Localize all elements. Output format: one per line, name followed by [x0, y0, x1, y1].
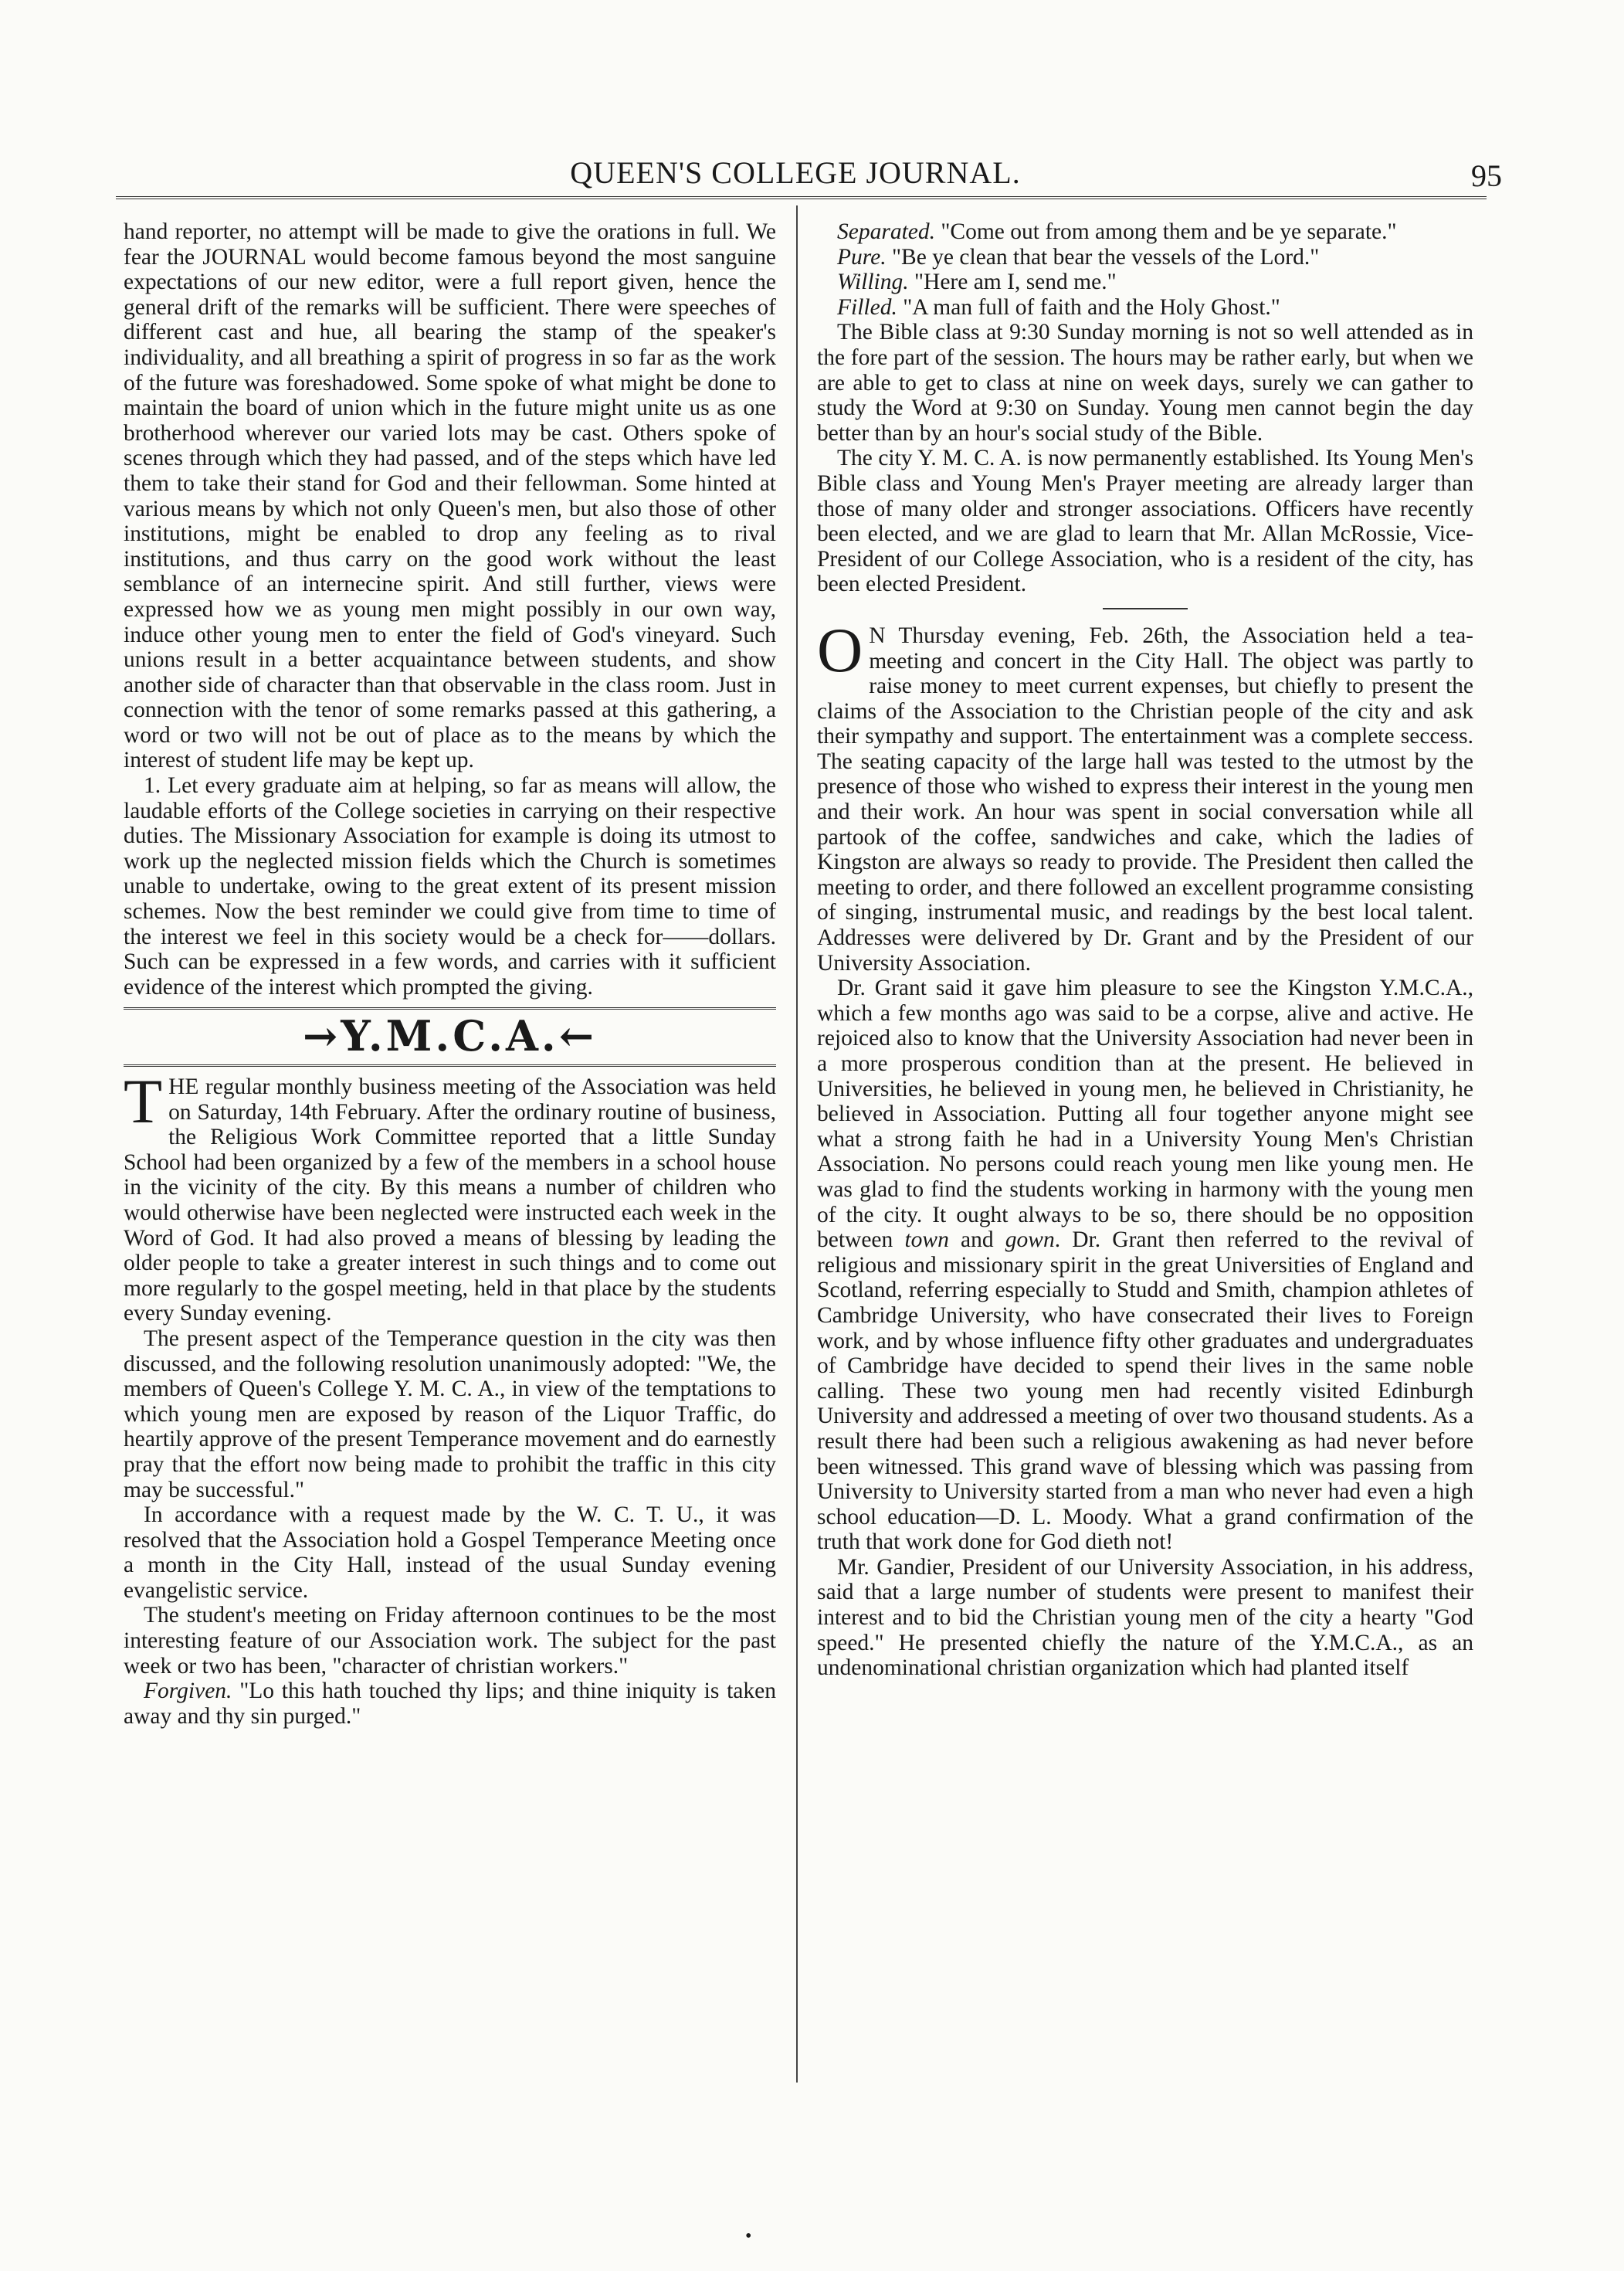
virtue-line: [817, 245, 1473, 270]
short-rule: [1103, 608, 1188, 609]
section-rule: [124, 1064, 776, 1067]
left-column: [124, 219, 776, 1729]
virtue-text: "Here am I, send me.": [908, 270, 1117, 295]
virtue-line: [817, 295, 1473, 321]
paragraph: In accordance with a request made by the W. C. T. U., it was resolved that the Association hold a Gospel Temperance Meeting once a month in the City Hall, instead of the usual Sunday evening evangelistic service.: [124, 1502, 776, 1603]
paragraph: The city Y. M. C. A. is now permanently established. Its Young Men's Bible class and Young Men's Prayer meeting are already larger than those of many older and stronger associations. Officers have recently been elected, and we are glad to learn that Mr. Allan McRossie, Vice-President of our College Association, who is a resident of the city, has been elected President.: [817, 446, 1473, 597]
page-number: 95: [1471, 158, 1502, 193]
virtue-line: [817, 219, 1473, 245]
paragraph-text: HE regular monthly business meeting of the Association was held on Saturday, 14th February. After the ordinary routine of business, the Religious Work Committee reported that a little Sunday School had been organized by a few of the members in a school house in the vicinity of the city. By this means a number of children who would otherwise have been neglected were instructed each week in the Word of God. It had also proved a means of blessing by leading the older people to take a greater interest in such things and to come out more regularly to the gospel meeting, held in that place by the students every Sunday evening.: [124, 1074, 776, 1326]
virtue-label: Willing.: [837, 270, 909, 295]
drop-cap: O: [817, 614, 863, 685]
paragraph: The student's meeting on Friday afternoon continues to be the most interesting feature of our Association work. The subject for the past week or two has been, "character of christian workers.": [124, 1603, 776, 1679]
ymca-intro-paragraph: [124, 1066, 776, 1326]
emphasis-town: town: [904, 1227, 949, 1253]
paragraph: 1. Let every graduate aim at helping, so far as means will allow, the laudable efforts of the College societies in carrying on their respective duties. The Missionary Association for example is doing its utmost to work up the neglected mission fields which the Church is sometimes unable to undertake, owing to the great extent of its present mission schemes. Now the best reminder we could give from time to time of the interest we feel in this society would be a check for——dollars. Such can be expressed in a few words, and carries with it sufficient evidence of the interest which prompted the giving.: [124, 773, 776, 1000]
paragraph: Mr. Gandier, President of our University Association, in his address, said that a large number of students were present to manifest their interest and to bid the Christian young men of the city a hearty "God speed." He presented chiefly the nature of the Y.M.C.A., as an undenominational christian organization which had planted itself: [817, 1554, 1473, 1681]
paragraph-text: and: [948, 1227, 1005, 1253]
virtue-label: Pure.: [837, 244, 887, 270]
concert-paragraph: [817, 614, 1473, 976]
header-rule: [116, 196, 1487, 199]
section-rule: [124, 1007, 776, 1010]
virtue-text: "Be ye clean that bear the vessels of the Lord.": [886, 244, 1320, 270]
paragraph: The present aspect of the Temperance question in the city was then discussed, and the following resolution unanimously adopted: "We, the members of Queen's College Y. M. C. A., in view of the temptations to which young men are exposed by reason of the Liquor Traffic, do heartily approve of the present Temperance movement and do earnestly pray that the effort now being made to prohibit the traffic in this city may be successful.": [124, 1326, 776, 1502]
paragraph-text: . Dr. Grant then referred to the revival of religious and missionary spirit in the great Universities of England and Scotland, referring especially to Studd and Smith, champion athletes of Cambridge University, who have consecrated their lives to Foreign work, and by whose influence fifty other graduates and undergraduates of Cambridge have decided to spend their lives in the same noble calling. These two young men had recently visited Edinburgh University and addressed a meeting of over two thousand students. As a result there had been such a religious awakening as had never before been witnessed. This grand wave of blessing which was passing from University to University started from a man who never had even a high school education—D. L. Moody. What a grand confirmation of the truth that work done for God dieth not!: [817, 1227, 1474, 1555]
drop-cap: T: [124, 1066, 163, 1136]
virtue-label: Forgiven.: [144, 1679, 232, 1704]
page-header: [116, 154, 1502, 193]
paragraph: The Bible class at 9:30 Sunday morning is not so well attended as in the fore part of the session. The hours may be rather early, but when we are able to get to class at nine on week days, surely we can gather to study the Word at 9:30 on Sunday. Young men cannot begin the day better than by an hour's social study of the Bible.: [817, 320, 1473, 446]
virtue-label: Filled.: [837, 294, 897, 320]
virtue-line: [817, 270, 1473, 295]
emphasis-gown: gown: [1005, 1227, 1055, 1253]
paragraph: [124, 1679, 776, 1729]
footer-mark: •: [745, 2226, 752, 2246]
column-divider: [796, 205, 798, 2083]
ymca-section-heading: →Y.M.C.A.←: [303, 1011, 597, 1061]
paragraph: [817, 976, 1473, 1555]
journal-title: QUEEN'S COLLEGE JOURNAL.: [570, 155, 1021, 190]
right-column: [817, 219, 1473, 1681]
paragraph-text: Dr. Grant said it gave him pleasure to see the Kingston Y.M.C.A., which a few months ago was said to be a corpse, alive and active. He rejoiced also to know that the University Association had never been in a more prosperous condition than at the present. He believed in Universities, he believed in young men, he believed in Christianity, he believed in Association. Putting all four together anyone might see what a strong faith he had in a University Young Men's Christian Association. No persons could reach young men like young men. He was glad to find the students working in harmony with the young men of the city. It ought always to be so, there should be no opposition between: [817, 976, 1473, 1253]
virtue-text: "A man full of faith and the Holy Ghost.": [897, 294, 1280, 320]
paragraph: hand reporter, no attempt will be made to give the orations in full. We fear the JOURNAL would become famous beyond the most sanguine expectations of our new editor, were a full report given, hence the general drift of the remarks will be sufficient. There were speeches of different cast and hue, all bearing the stamp of the speaker's individuality, and all breathing a spirit of progress in so far as the work of the future was foreshadowed. Some spoke of what might be done to maintain the board of union which in the future might unite us as one brotherhood wherever our varied lots may be cast. Others spoke of scenes through which they had passed, and of the steps which have led them to take their stand for God and their fellowman. Some hinted at various means by which not only Queen's men, but also those of other institutions, might be enabled to drop any feeling as to rival institutions, and thus carry on the good work without the least semblance of an internecine spirit. And still further, views were expressed how we as young men might possibly in our own way, induce other young men to enter the field of God's vineyard. Such unions result in a better acquaintance between students, and show another side of character than that observable in the class room. Just in connection with the tenor of some remarks passed at this gathering, a word or two will not be out of place as to the means by which the interest of student life may be kept up.: [124, 219, 776, 773]
paragraph-text: N Thursday evening, Feb. 26th, the Association held a tea-meeting and concert in the City Hall. The object was partly to raise money to meet current expenses, but chiefly to present the claims of the Association to the Christian people of the city and ask their sympathy and support. The entertainment was a complete seccess. The seating capacity of the large hall was tested to the utmost by the presence of those who wished to express their interest in the young men and their work. An hour was spent in social conversation while all partook of the coffee, sandwiches and cake, which the ladies of Kingston are always so ready to provide. The President then called the meeting to order, and there followed an excellent programme consisting of singing, instrumental music, and readings by the best local talent. Addresses were delivered by Dr. Grant and by the President of our University Association.: [817, 623, 1473, 976]
virtue-text: "Come out from among them and be ye separate.": [935, 219, 1397, 244]
virtue-text: "Lo this hath touched thy lips; and thine iniquity is taken away and thy sin purged.": [124, 1679, 776, 1729]
virtue-label: Separated.: [837, 219, 935, 244]
